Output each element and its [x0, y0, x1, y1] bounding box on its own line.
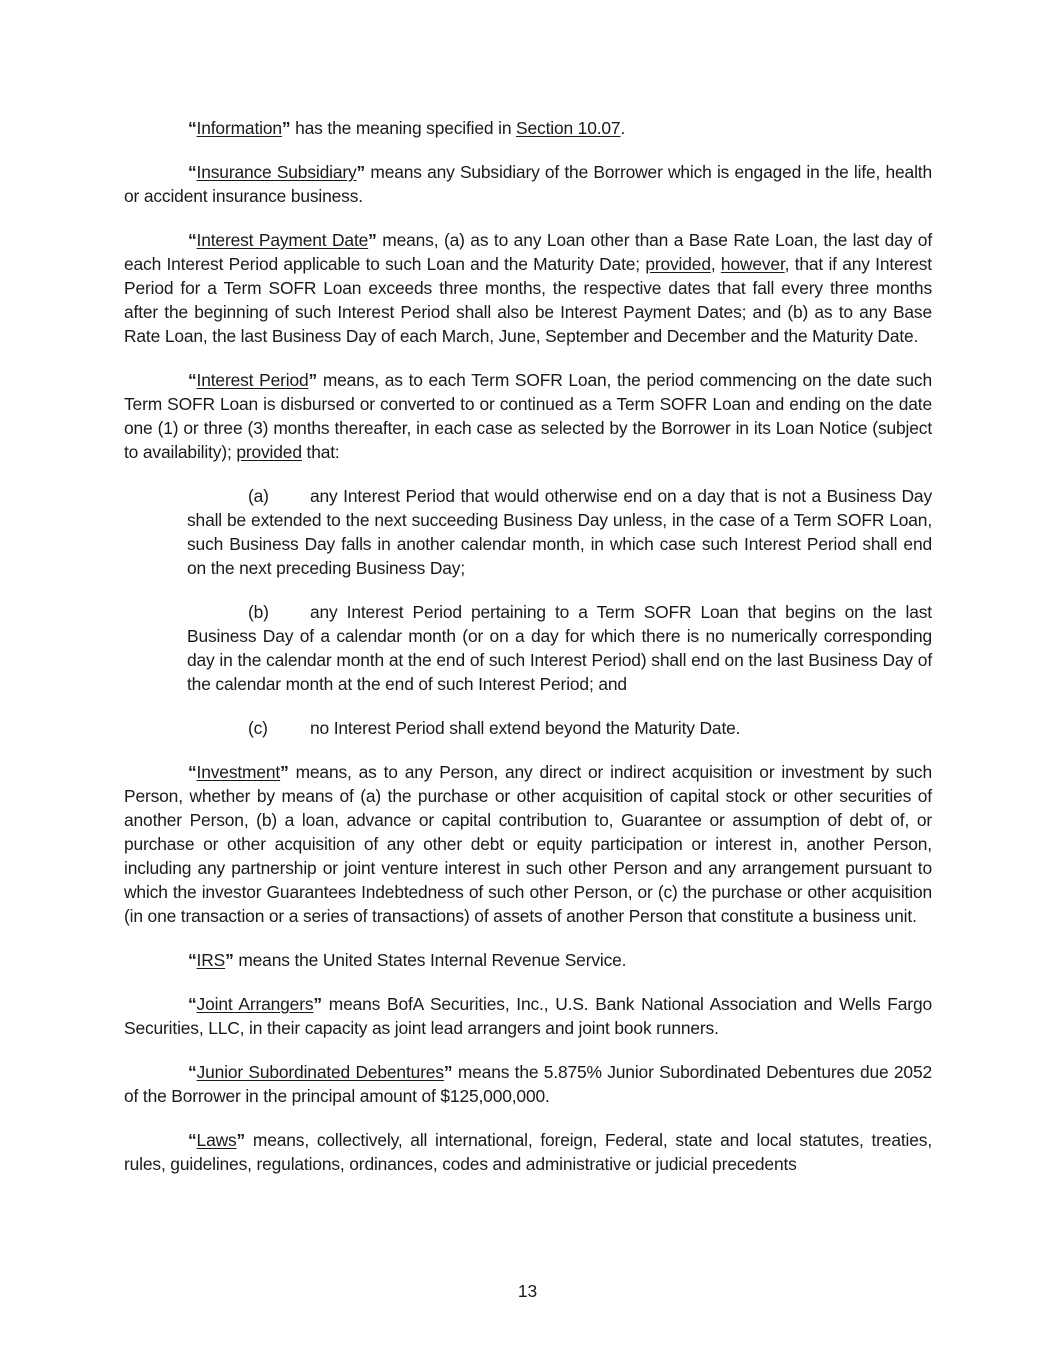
definition-investment: “Investment” means, as to any Person, any direct or indirect acquisition or investment by such Person, whether by means of (a) the purchase or other acquisition of capital stock or other securities of another Person, (b) a loan, advance or capital contribution to, Guarantee or assumption of debt of, or purchase or other acquisition of any other debt or equity participation or interest in, another Person, including any partnership or joint venture interest in such other Person and any arrangement pursuant to which the investor Guarantees Indebtedness of such other Person, or (c) the purchase or other acquisition (in one transaction or a series of transactions) of assets of another Person that constitute a business unit.	[124, 762, 932, 926]
clause-c: (c) no Interest Period shall extend beyond the Maturity Date.	[248, 718, 741, 738]
defined-term: Insurance Subsidiary	[196, 162, 357, 182]
defined-term: Interest Payment Date	[196, 230, 369, 250]
clause-label: (c)	[248, 718, 268, 738]
definition-information: “Information” has the meaning specified in Section 10.07.	[188, 118, 626, 138]
proviso-word: however	[720, 254, 785, 274]
section-reference: Section 10.07	[516, 118, 621, 138]
definition-interest-payment-date: “Interest Payment Date” means, (a) as to any Loan other than a Base Rate Loan, the last day of each Interest Period applicable to such Loan and the Maturity Date; provided, however, that if any Interest Period for a Term SOFR Loan exceeds three months, the respective dates that fall every three months after the beginning of such Interest Period shall also be Interest Payment Dates; and (b) as to any Base Rate Loan, the last Business Day of each March, June, September and December and the Maturity Date.	[124, 230, 933, 346]
defined-term: Interest Period	[196, 370, 309, 390]
document-page	[124, 116, 932, 1176]
definition-insurance-subsidiary: “Insurance Subsidiary” means any Subsidiary of the Borrower which is engaged in the life, health or accident insurance business.	[124, 162, 932, 206]
page-number: 13	[517, 1281, 538, 1301]
proviso-word: provided	[645, 254, 711, 274]
clause-b: (b) any Interest Period pertaining to a Term SOFR Loan that begins on the last Business Day of a calendar month (or on a day for which there is no numerically corresponding day in the calendar month at the end of such Interest Period) shall end on the last Business Day of the calendar month at the end of such Interest Period; and	[187, 602, 932, 694]
definition-interest-period: “Interest Period” means, as to each Term SOFR Loan, the period commencing on the date such Term SOFR Loan is disbursed or converted to or continued as a Term SOFR Loan and ending on the date one (1) or three (3) months thereafter, in each case as selected by the Borrower in its Loan Notice (subject to availability); provided that:	[124, 370, 932, 462]
clause-a: (a) any Interest Period that would otherwise end on a day that is not a Business Day shall be extended to the next succeeding Business Day unless, in the case of a Term SOFR Loan, such Business Day falls in another calendar month, in which case such Interest Period shall end on the next preceding Business Day;	[187, 486, 932, 578]
defined-term: Information	[196, 118, 282, 138]
definition-laws: “Laws” means, collectively, all international, foreign, Federal, state and local statutes, treaties, rules, guidelines, regulations, ordinances, codes and administrative or judicial precedents	[124, 1130, 932, 1174]
proviso-word: provided	[236, 442, 302, 462]
defined-term: Laws	[196, 1130, 237, 1150]
defined-term: Investment	[196, 762, 281, 782]
defined-term: IRS	[196, 950, 226, 970]
definition-junior-subordinated-debentures: “Junior Subordinated Debentures” means the 5.875% Junior Subordinated Debentures due 2052 of the Borrower in the principal amount of $125,000,000.	[124, 1062, 932, 1106]
defined-term: Junior Subordinated Debentures	[196, 1062, 444, 1082]
definition-joint-arrangers: “Joint Arrangers” means BofA Securities, Inc., U.S. Bank National Association and Wells Fargo Securities, LLC, in their capacity as joint lead arrangers and joint book runners.	[124, 994, 932, 1038]
defined-term: Joint Arrangers	[196, 994, 314, 1014]
definition-irs: “IRS” means the United States Internal Revenue Service.	[188, 950, 627, 970]
clause-label: (a)	[248, 486, 269, 506]
clause-label: (b)	[248, 602, 269, 622]
